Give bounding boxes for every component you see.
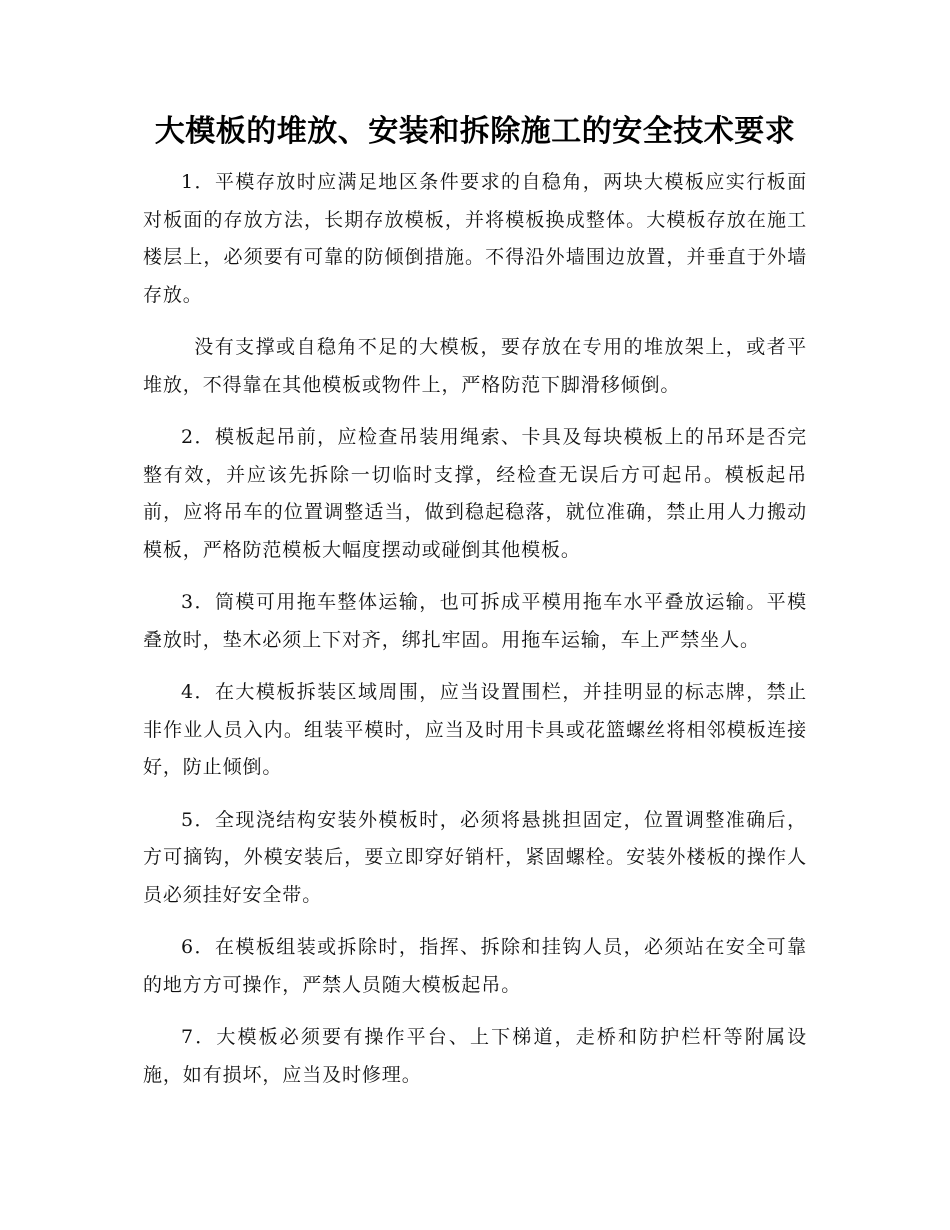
document-title: 大模板的堆放、安装和拆除施工的安全技术要求	[154, 114, 796, 149]
document-body	[143, 164, 807, 1109]
paragraph-1-note: 没有支撑或自稳角不足的大模板，要存放在专用的堆放架上，或者平堆放，不得靠在其他模板或物件上，严格防范下脚滑移倾倒。	[143, 336, 807, 396]
paragraph-6: 6．在模板组装或拆除时，指挥、拆除和挂钩人员，必须站在安全可靠的地方方可操作，严禁人员随大模板起吊。	[143, 936, 807, 996]
paragraph-4: 4．在大模板拆装区域周围，应当设置围栏，并挂明显的标志牌，禁止非作业人员入内。组装平模时，应当及时用卡具或花篮螺丝将相邻模板连接好，防止倾倒。	[143, 681, 807, 778]
paragraph-7: 7．大模板必须要有操作平台、上下梯道，走桥和防护栏杆等附属设施，如有损坏，应当及时修理。	[143, 1026, 807, 1086]
paragraph-3: 3．筒模可用拖车整体运输，也可拆成平模用拖车水平叠放运输。平模叠放时，垫木必须上下对齐，绑扎牢固。用拖车运输，车上严禁坐人。	[143, 591, 807, 651]
paragraph-2: 2．模板起吊前，应检查吊装用绳索、卡具及每块模板上的吊环是否完整有效，并应该先拆除一切临时支撑，经检查无误后方可起吊。模板起吊前，应将吊车的位置调整适当，做到稳起稳落，就位准确，禁止用人力搬动模板，严格防范模板大幅度摆动或碰倒其他模板。	[143, 426, 807, 561]
paragraph-1: 1．平模存放时应满足地区条件要求的自稳角，两块大模板应实行板面对板面的存放方法，长期存放模板，并将模板换成整体。大模板存放在施工楼层上，必须要有可靠的防倾倒措施。不得沿外墙围边放置，并垂直于外墙存放。	[143, 171, 807, 306]
paragraph-5: 5．全现浇结构安装外模板时，必须将悬挑担固定，位置调整准确后，方可摘钩，外模安装后，要立即穿好销杆，紧固螺栓。安装外楼板的操作人员必须挂好安全带。	[143, 808, 807, 906]
